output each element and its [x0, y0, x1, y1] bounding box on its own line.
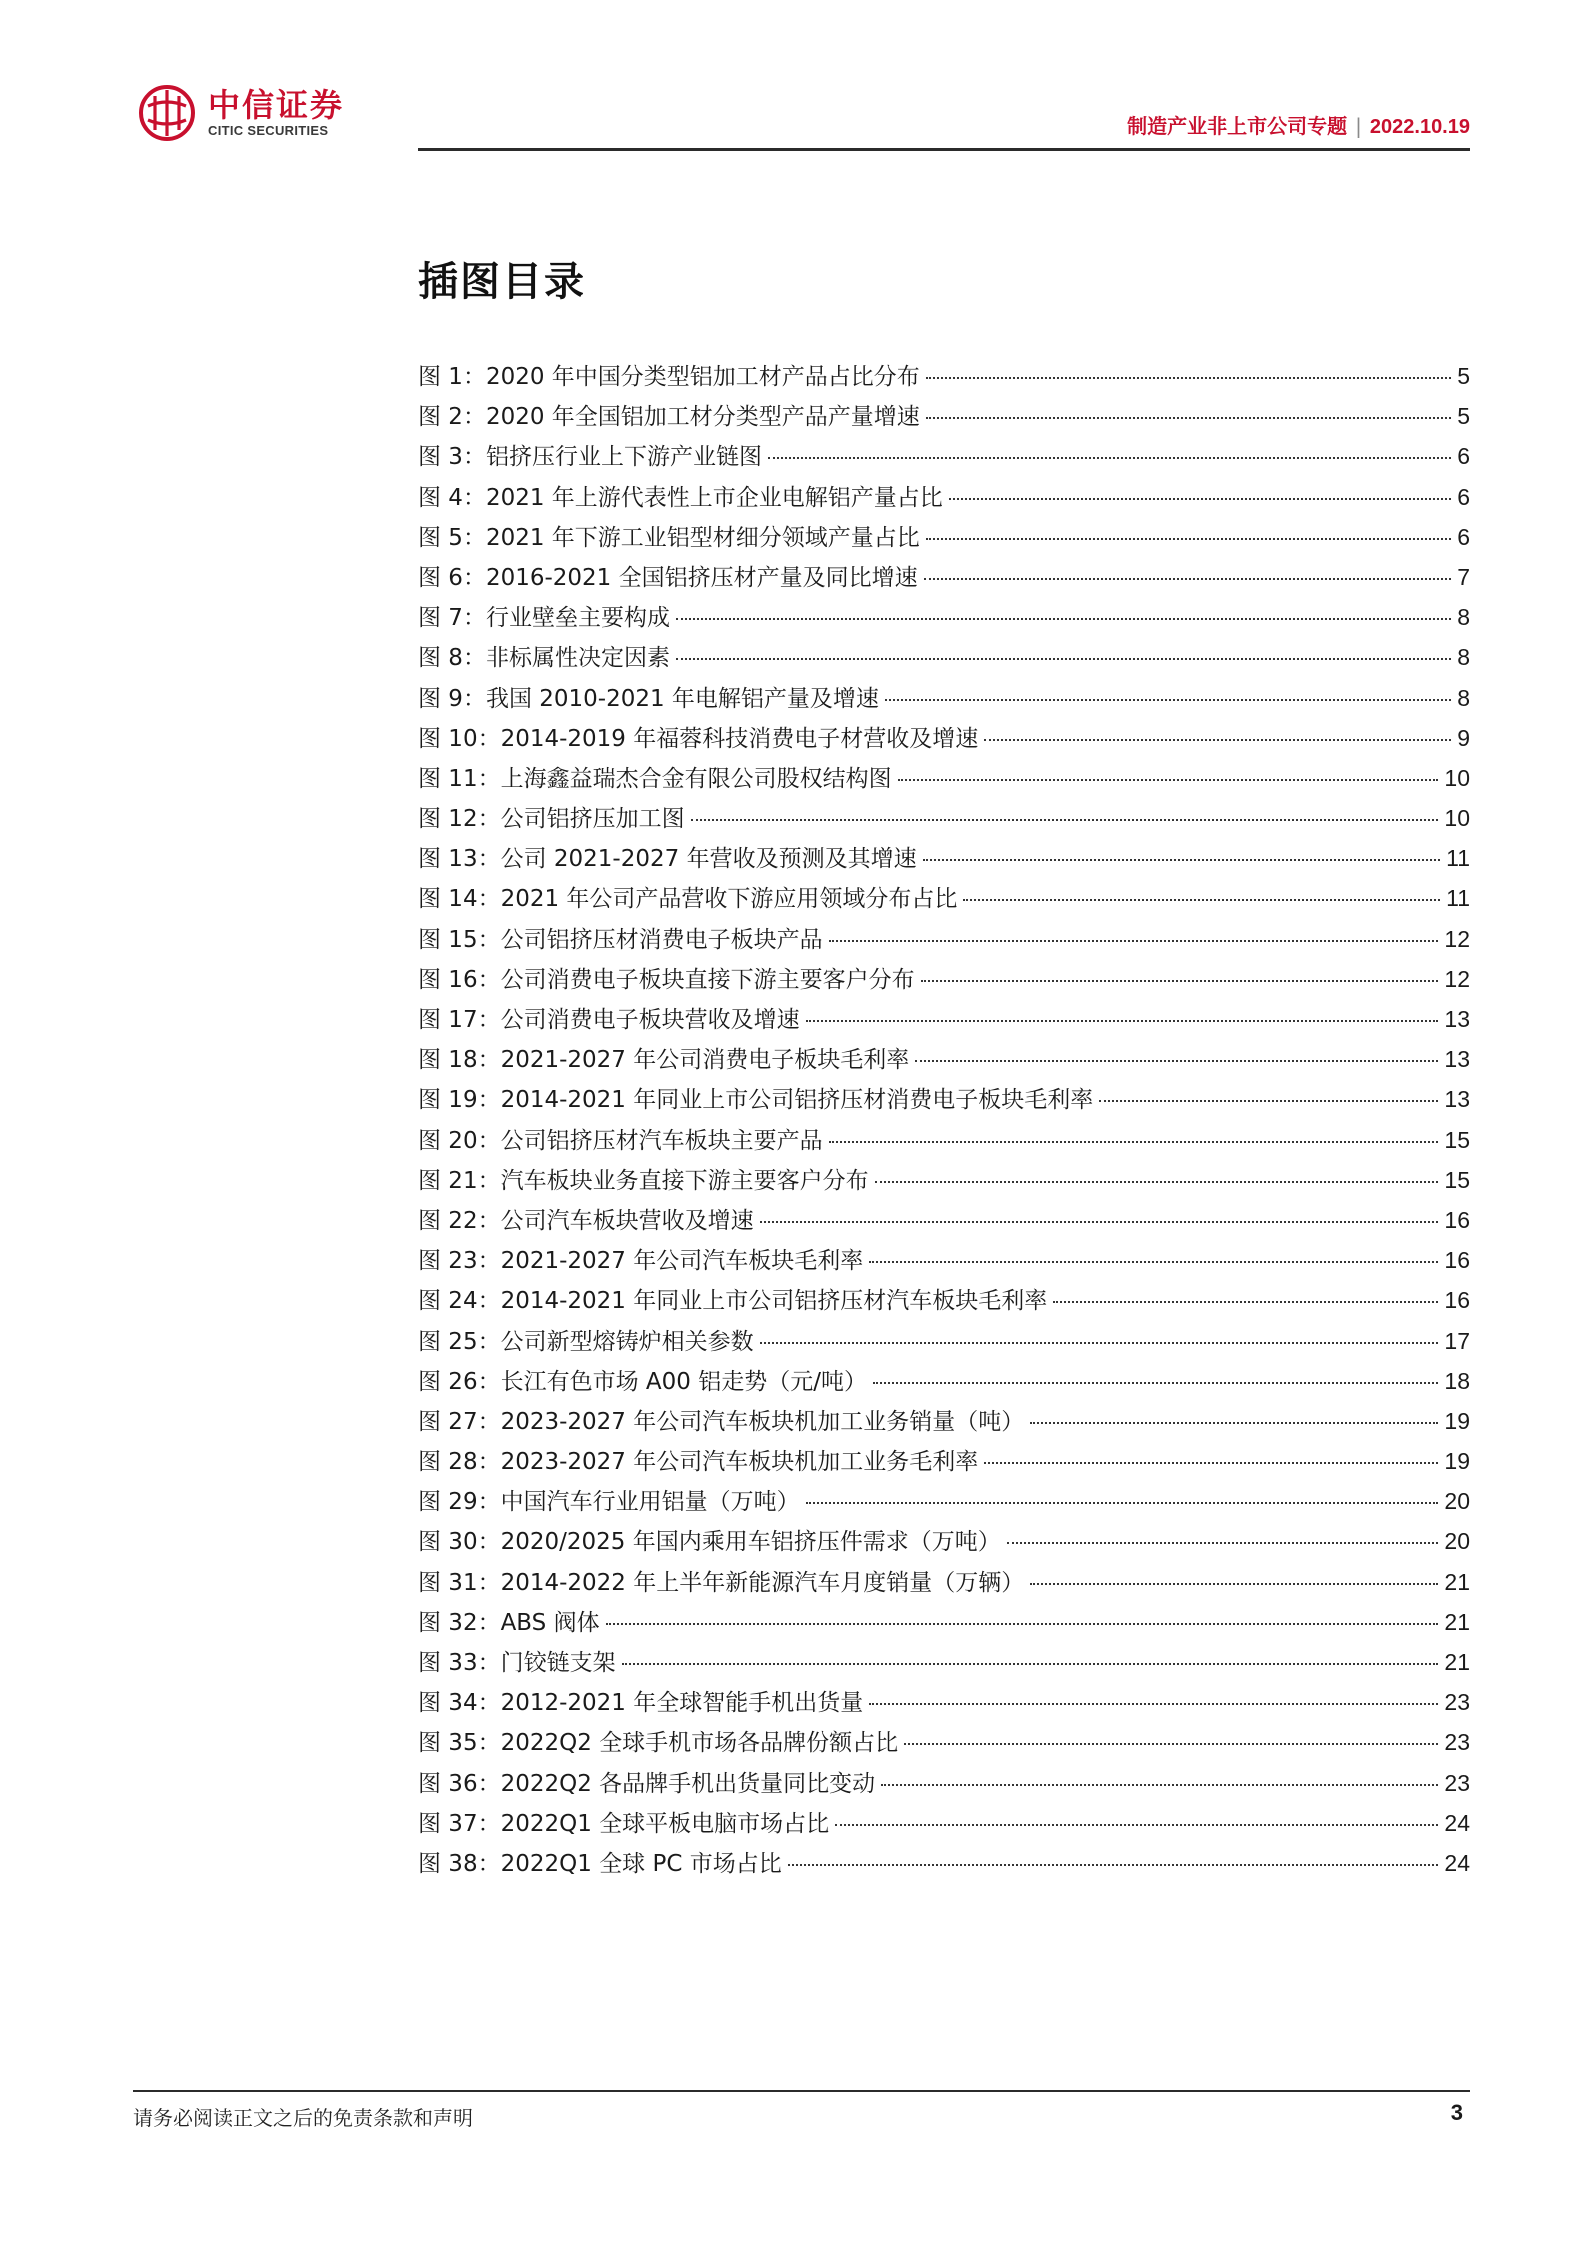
toc-entry[interactable] — [418, 1803, 1470, 1843]
toc-dot-leader — [806, 1020, 1439, 1022]
toc-dot-leader — [1030, 1422, 1438, 1424]
toc-dot-leader — [898, 779, 1439, 781]
footer-divider — [133, 2090, 1470, 2092]
toc-entry-label: 图 6：2016-2021 全国铝挤压材产量及同比增速 — [418, 564, 918, 591]
toc-entry-label: 图 36：2022Q2 各品牌手机出货量同比变动 — [418, 1770, 876, 1797]
toc-dot-leader — [885, 699, 1451, 701]
toc-entry-label: 图 30：2020/2025 年国内乘用车铝挤压件需求（万吨） — [418, 1529, 1001, 1556]
toc-dot-leader — [984, 739, 1451, 741]
toc-entry-label: 图 3：铝挤压行业上下游产业链图 — [418, 444, 762, 471]
toc-entry[interactable] — [418, 1079, 1470, 1119]
toc-dot-leader — [760, 1342, 1439, 1344]
toc-entry-label: 图 15：公司铝挤压材消费电子板块产品 — [418, 926, 823, 953]
toc-entry-page: 8 — [1457, 604, 1470, 631]
toc-dot-leader — [926, 377, 1451, 379]
footer-disclaimer: 请务必阅读正文之后的免责条款和声明 — [133, 2106, 473, 2130]
toc-entry[interactable] — [418, 1602, 1470, 1642]
toc-entry-page: 8 — [1457, 684, 1470, 711]
toc-dot-leader — [963, 899, 1440, 901]
toc-dot-leader — [921, 980, 1439, 982]
toc-entry-page: 8 — [1457, 644, 1470, 671]
toc-entry-label: 图 24：2014-2021 年同业上市公司铝挤压材汽车板块毛利率 — [418, 1288, 1048, 1315]
toc-entry[interactable] — [418, 1763, 1470, 1803]
toc-entry-page: 6 — [1457, 523, 1470, 550]
toc-entry[interactable] — [418, 1120, 1470, 1160]
toc-dot-leader — [904, 1743, 1438, 1745]
citic-logo-icon — [138, 84, 196, 142]
toc-entry-label: 图 34：2012-2021 年全球智能手机出货量 — [418, 1690, 864, 1717]
toc-entry[interactable] — [418, 637, 1470, 677]
toc-dot-leader — [1007, 1542, 1439, 1544]
toc-dot-leader — [924, 578, 1452, 580]
toc-entry[interactable] — [418, 1642, 1470, 1682]
toc-entry[interactable] — [418, 557, 1470, 597]
toc-entry-page: 15 — [1444, 1166, 1470, 1193]
logo-en-text: CITIC SECURITIES — [208, 123, 329, 138]
toc-entry[interactable] — [418, 1441, 1470, 1481]
toc-entry-page: 21 — [1444, 1568, 1470, 1595]
toc-dot-leader — [873, 1382, 1438, 1384]
toc-entry-label: 图 38：2022Q1 全球 PC 市场占比 — [418, 1850, 782, 1877]
toc-entry[interactable] — [418, 1240, 1470, 1280]
toc-entry-label: 图 17：公司消费电子板块营收及增速 — [418, 1007, 800, 1033]
toc-dot-leader — [915, 1060, 1438, 1062]
toc-entry-label: 图 8：非标属性决定因素 — [418, 645, 670, 672]
toc-entry-page: 23 — [1444, 1729, 1470, 1756]
toc-entry[interactable] — [418, 1361, 1470, 1401]
toc-entry-label: 图 2：2020 年全国铝加工材分类型产品产量增速 — [418, 404, 920, 431]
toc-entry-page: 19 — [1444, 1407, 1470, 1434]
toc-entry-label: 图 4：2021 年上游代表性上市企业电解铝产量占比 — [418, 484, 943, 511]
toc-entry-label: 图 13：公司 2021-2027 年营收及预测及其增速 — [418, 846, 917, 873]
toc-entry-page: 6 — [1457, 443, 1470, 470]
toc-dot-leader — [606, 1623, 1439, 1625]
toc-entry[interactable] — [418, 798, 1470, 838]
toc-entry-label: 图 25：公司新型熔铸炉相关参数 — [418, 1328, 754, 1355]
toc-dot-leader — [923, 859, 1441, 861]
toc-entry-page: 13 — [1444, 1006, 1470, 1032]
toc-entry-page: 13 — [1444, 1086, 1470, 1113]
toc-entry-page: 19 — [1444, 1448, 1470, 1475]
toc-entry[interactable] — [418, 1843, 1470, 1883]
toc-entry[interactable] — [418, 999, 1470, 1039]
toc-entry-label: 图 5：2021 年下游工业铝型材细分领域产量占比 — [418, 524, 920, 551]
toc-dot-leader — [1030, 1583, 1438, 1585]
header-divider — [418, 148, 1470, 151]
page-number: 3 — [1450, 2100, 1463, 2125]
toc-entry-page: 23 — [1444, 1689, 1470, 1716]
toc-entry-page: 16 — [1444, 1287, 1470, 1314]
report-header — [1127, 110, 1470, 139]
toc-entry-page: 7 — [1457, 563, 1470, 590]
toc-entry-label: 图 14：2021 年公司产品营收下游应用领域分布占比 — [418, 886, 958, 913]
toc-entry[interactable] — [418, 1722, 1470, 1762]
toc-entry-label: 图 20：公司铝挤压材汽车板块主要产品 — [418, 1127, 823, 1154]
toc-dot-leader — [622, 1663, 1439, 1665]
toc-entry-page: 17 — [1444, 1327, 1470, 1354]
toc-entry-label: 图 27：2023-2027 年公司汽车板块机加工业务销量（吨） — [418, 1408, 1025, 1435]
toc-entry-label: 图 9：我国 2010-2021 年电解铝产量及增速 — [418, 685, 879, 712]
toc-entry[interactable] — [418, 1481, 1470, 1521]
toc-entry-label: 图 26：长江有色市场 A00 铝走势（元/吨） — [418, 1368, 867, 1395]
toc-dot-leader — [881, 1784, 1438, 1786]
toc-entry-page: 21 — [1444, 1608, 1470, 1635]
report-date: 2022.10.19 — [1369, 116, 1470, 138]
toc-entry[interactable] — [418, 1039, 1470, 1079]
toc-entry-page: 24 — [1444, 1809, 1470, 1836]
toc-entry[interactable] — [418, 1682, 1470, 1722]
toc-entry-page: 12 — [1444, 925, 1470, 952]
toc-dot-leader — [835, 1824, 1438, 1826]
toc-entry-label: 图 16：公司消费电子板块直接下游主要客户分布 — [418, 966, 915, 993]
toc-entry-page: 5 — [1457, 403, 1470, 430]
toc-entry[interactable] — [418, 517, 1470, 557]
toc-entry-page: 9 — [1457, 724, 1470, 751]
toc-entry-label: 图 10：2014-2019 年福蓉科技消费电子材营收及增速 — [418, 725, 979, 752]
toc-dot-leader — [829, 940, 1439, 942]
toc-entry[interactable] — [418, 1401, 1470, 1441]
toc-dot-leader — [691, 819, 1439, 821]
toc-dot-leader — [1099, 1100, 1438, 1102]
toc-entry-label: 图 7：行业壁垒主要构成 — [418, 605, 670, 632]
toc-dot-leader — [806, 1502, 1439, 1504]
toc-entry[interactable] — [418, 959, 1470, 999]
toc-entry[interactable] — [418, 1280, 1470, 1320]
toc-entry[interactable] — [418, 919, 1470, 959]
toc-dot-leader — [949, 498, 1451, 500]
toc-entry-page: 23 — [1444, 1769, 1470, 1796]
toc-entry-label: 图 31：2014-2022 年上半年新能源汽车月度销量（万辆） — [418, 1569, 1025, 1596]
toc-entry-label: 图 22：公司汽车板块营收及增速 — [418, 1207, 754, 1234]
toc-dot-leader — [926, 538, 1451, 540]
toc-entry-page: 13 — [1444, 1046, 1470, 1073]
toc-dot-leader — [869, 1261, 1438, 1263]
toc-entry-page: 11 — [1446, 845, 1470, 872]
figure-toc — [418, 356, 1470, 1883]
toc-entry-page: 16 — [1444, 1247, 1470, 1274]
toc-entry[interactable] — [418, 1160, 1470, 1200]
logo-cn-text: 中信证券 — [208, 86, 345, 124]
toc-entry[interactable] — [418, 1200, 1470, 1240]
toc-entry-page: 10 — [1444, 764, 1470, 791]
toc-entry-label: 图 28：2023-2027 年公司汽车板块机加工业务毛利率 — [418, 1449, 979, 1476]
toc-entry[interactable] — [418, 1562, 1470, 1602]
toc-dot-leader — [768, 457, 1451, 459]
toc-dot-leader — [875, 1181, 1439, 1183]
toc-entry-label: 图 29：中国汽车行业用铝量（万吨） — [418, 1489, 800, 1516]
toc-dot-leader — [926, 417, 1451, 419]
toc-entry-page: 5 — [1457, 363, 1470, 389]
toc-entry[interactable] — [418, 758, 1470, 798]
toc-entry[interactable] — [418, 1521, 1470, 1561]
toc-entry-label: 图 1：2020 年中国分类型铝加工材产品占比分布 — [418, 364, 920, 390]
toc-dot-leader — [676, 658, 1451, 660]
toc-dot-leader — [760, 1221, 1439, 1223]
toc-entry-label: 图 11：上海鑫益瑞杰合金有限公司股权结构图 — [418, 765, 892, 792]
toc-entry-label: 图 33：门铰链支架 — [418, 1650, 616, 1676]
toc-dot-leader — [788, 1864, 1439, 1866]
toc-entry[interactable] — [418, 477, 1470, 517]
toc-dot-leader — [984, 1462, 1438, 1464]
toc-dot-leader — [869, 1703, 1438, 1705]
page-title: 插图目录 — [418, 259, 586, 305]
toc-entry-label: 图 37：2022Q1 全球平板电脑市场占比 — [418, 1810, 830, 1837]
toc-entry-page: 11 — [1446, 885, 1470, 912]
citic-logo — [138, 82, 344, 144]
toc-entry-label: 图 21：汽车板块业务直接下游主要客户分布 — [418, 1167, 869, 1194]
toc-entry[interactable] — [418, 1321, 1470, 1361]
toc-entry-page: 18 — [1444, 1367, 1470, 1394]
toc-entry[interactable] — [418, 718, 1470, 758]
report-type: 制造产业非上市公司专题 — [1127, 114, 1348, 138]
toc-entry[interactable] — [418, 838, 1470, 878]
toc-dot-leader — [676, 618, 1451, 620]
toc-entry-page: 15 — [1444, 1126, 1470, 1153]
toc-entry[interactable] — [418, 597, 1470, 637]
toc-entry-page: 20 — [1444, 1488, 1470, 1515]
toc-entry[interactable] — [418, 678, 1470, 718]
toc-entry-label: 图 18：2021-2027 年公司消费电子板块毛利率 — [418, 1047, 910, 1074]
header-separator: | — [1355, 114, 1362, 138]
toc-entry[interactable] — [418, 356, 1470, 396]
toc-entry-page: 6 — [1457, 483, 1470, 510]
toc-entry-page: 21 — [1444, 1649, 1470, 1675]
toc-dot-leader — [829, 1141, 1439, 1143]
toc-entry-label: 图 35：2022Q2 全球手机市场各品牌份额占比 — [418, 1730, 899, 1757]
toc-entry-page: 16 — [1444, 1206, 1470, 1233]
toc-entry-label: 图 23：2021-2027 年公司汽车板块毛利率 — [418, 1248, 864, 1275]
toc-entry-label: 图 32：ABS 阀体 — [418, 1609, 600, 1636]
toc-entry-page: 12 — [1444, 965, 1470, 992]
toc-entry-page: 20 — [1444, 1528, 1470, 1555]
toc-entry-page: 24 — [1444, 1849, 1470, 1876]
toc-entry[interactable] — [418, 878, 1470, 918]
toc-entry-label: 图 19：2014-2021 年同业上市公司铝挤压材消费电子板块毛利率 — [418, 1087, 1094, 1114]
toc-entry-page: 10 — [1444, 805, 1470, 832]
toc-dot-leader — [1053, 1301, 1438, 1303]
toc-entry[interactable] — [418, 396, 1470, 436]
toc-entry-label: 图 12：公司铝挤压加工图 — [418, 806, 685, 833]
toc-entry[interactable] — [418, 436, 1470, 476]
